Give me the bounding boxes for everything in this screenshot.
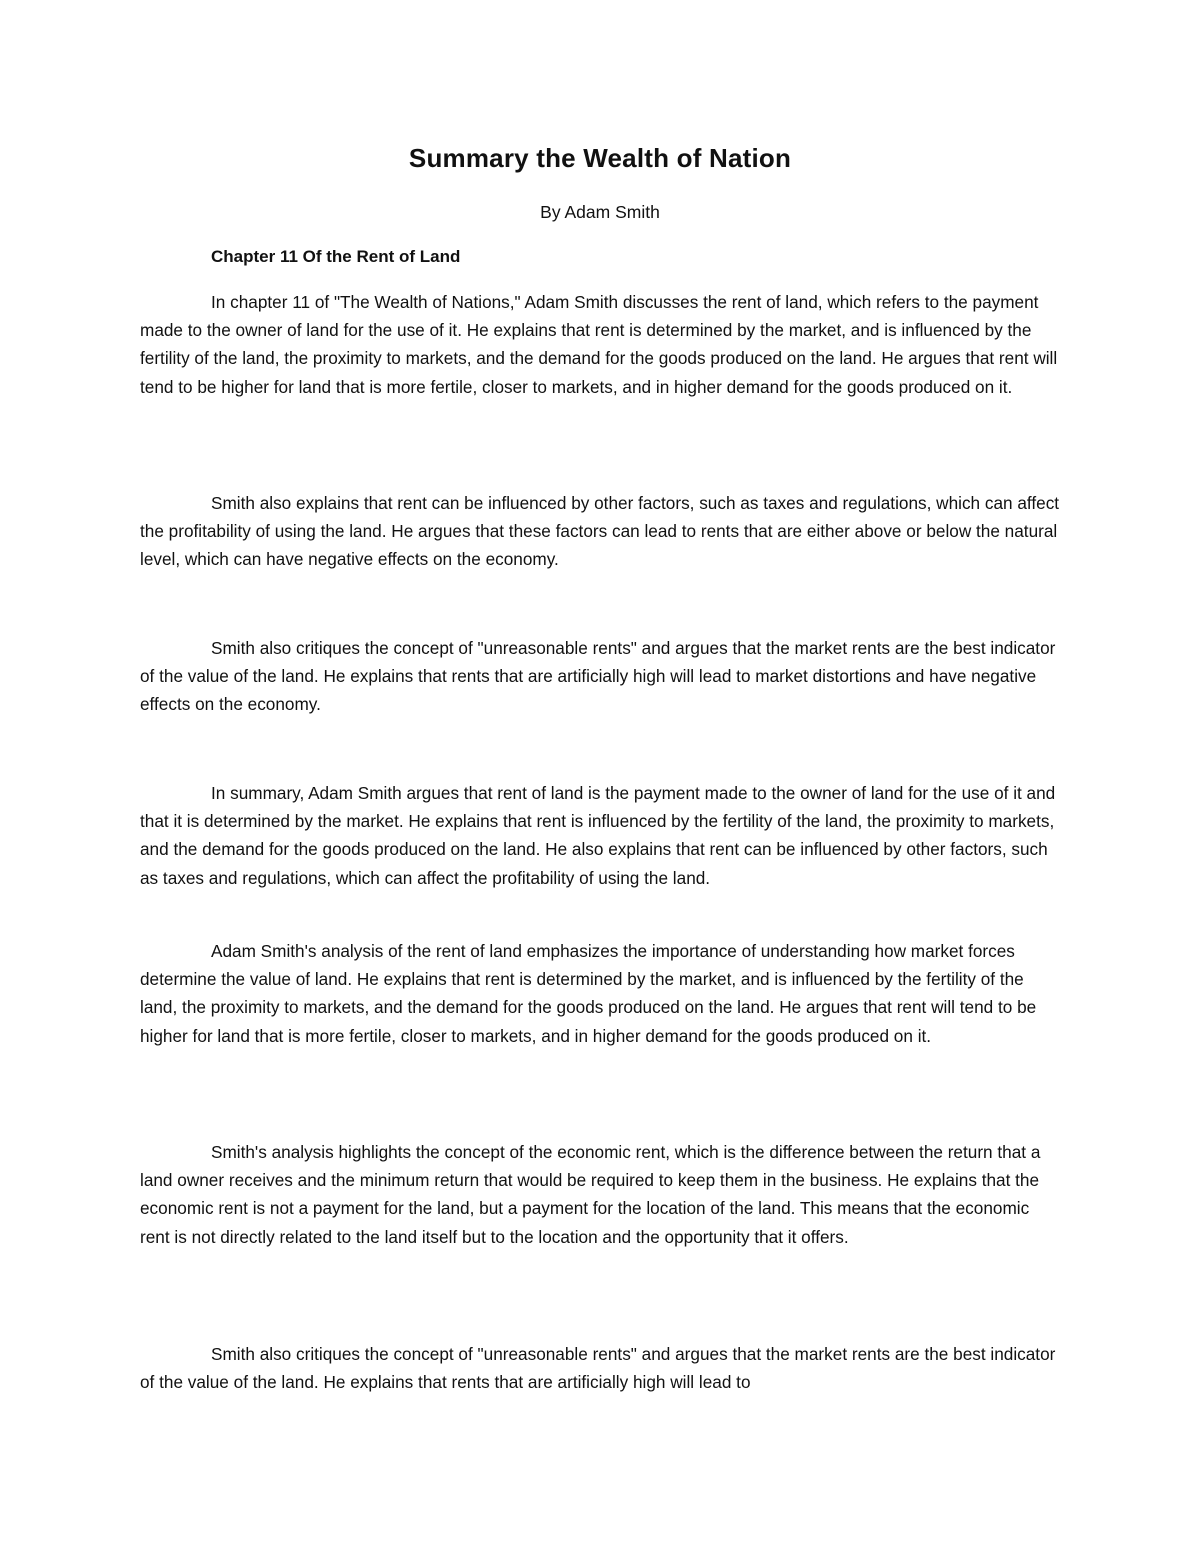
document-author: By Adam Smith [540, 202, 660, 222]
paragraph-3: Smith also critiques the concept of "unreasonable rents" and argues that the market rents are the best indicator of the value of the land. He explains that rents that are artificially high will lead to market distortions and have negative effects on the economy. [140, 638, 1056, 715]
paragraph-7: Smith also critiques the concept of "unreasonable rents" and argues that the market rents are the best indicator of the value of the land. He explains that rents that are artificially high will lead to [140, 1344, 1056, 1393]
paragraph-6: Smith's analysis highlights the concept of the economic rent, which is the difference between the return that a land owner receives and the minimum return that would be required to keep them in the business. He explains that the economic rent is not a payment for the land, but a payment for the location of the land. This means that the economic rent is not directly related to the land itself but to the location and the opportunity that it offers. [140, 1142, 1041, 1247]
paragraph-2: Smith also explains that rent can be influenced by other factors, such as taxes and regulations, which can affect the profitability of using the land. He argues that these factors can lead to rents that are either above or below the natural level, which can have negative effects on the economy. [140, 493, 1060, 570]
chapter-heading: Chapter 11 Of the Rent of Land [211, 247, 461, 266]
document-title: Summary the Wealth of Nation [408, 143, 792, 173]
paragraph-5: Adam Smith's analysis of the rent of land emphasizes the importance of understanding how market forces determine the value of land. He explains that rent is determined by the market, and is influenced by the fertility of the land, the proximity to markets, and the demand for the goods produced on the land. He argues that rent will tend to be higher for land that is more fertile, closer to markets, and in higher demand for the goods produced on it. [140, 941, 1037, 1046]
paragraph-4: In summary, Adam Smith argues that rent of land is the payment made to the owner of land for the use of it and that it is determined by the market. He explains that rent is influenced by the fertility of the land, the proximity to markets, and the demand for the goods produced on the land. He also explains that rent can be influenced by other factors, such as taxes and regulations, which can affect the profitability of using the land. [140, 783, 1056, 888]
paragraph-1: In chapter 11 of "The Wealth of Nations," Adam Smith discusses the rent of land, which refers to the payment made to the owner of land for the use of it. He explains that rent is determined by the market, and is influenced by the fertility of the land, the proximity to markets, and the demand for the goods produced on the land. He argues that rent will tend to be higher for land that is more fertile, closer to markets, and in higher demand for the goods produced on it. [140, 292, 1058, 397]
